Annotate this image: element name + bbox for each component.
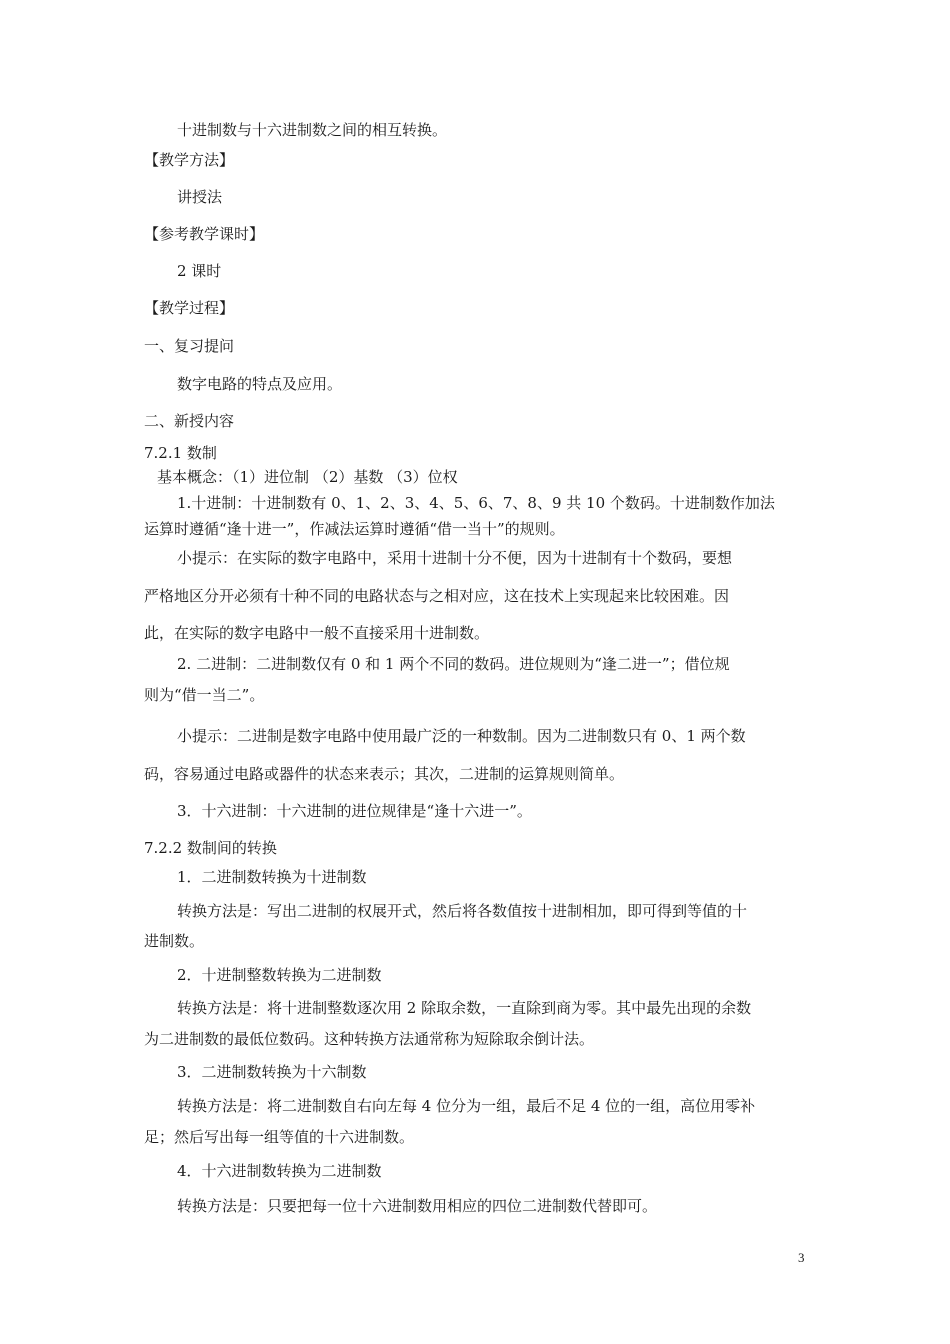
text-line: 1.十进制：十进制数有 0、1、2、3、4、5、6、7、8、9 共 10 个数码。十进制数作加法 [177,494,775,512]
subsection-heading: 二、新授内容 [144,412,235,430]
subsection-heading: 一、复习提问 [144,337,235,355]
section-heading: 【教学过程】 [144,299,235,317]
text-line: 进制数。 [144,932,205,950]
text-line: 小提示：在实际的数字电路中，采用十进制十分不便，因为十进制有十个数码，要想 [177,549,733,567]
text-line: 2 课时 [177,262,222,280]
text-line: 基本概念：（1）进位制 （2）基数 （3）位权 [157,468,458,486]
text-line: 2．十进制整数转换为二进制数 [177,966,382,984]
text-line: 为二进制数的最低位数码。这种转换方法通常称为短除取余倒计法。 [144,1030,595,1048]
text-line: 转换方法是：将十进制整数逐次用 2 除取余数，一直除到商为零。其中最先出现的余数 [177,999,752,1017]
text-line: 运算时遵循“逢十进一”，作减法运算时遵循“借一当十”的规则。 [144,520,565,538]
text-line: 讲授法 [177,188,223,206]
text-line: 3．十六进制：十六进制的进位规律是“逢十六进一”。 [177,802,532,820]
text-line: 码，容易通过电路或器件的状态来表示；其次，二进制的运算规则简单。 [144,765,625,783]
text-line: 转换方法是：将二进制数自右向左每 4 位分为一组，最后不足 4 位的一组，高位用零补 [177,1097,756,1115]
text-line: 此，在实际的数字电路中一般不直接采用十进制数。 [144,624,490,642]
text-line: 足；然后写出每一组等值的十六进制数。 [144,1128,415,1146]
page-number: 3 [798,1250,805,1265]
subsection-heading: 7.2.2 数制间的转换 [144,839,277,857]
section-heading: 【参考教学课时】 [144,225,265,243]
text-line: 严格地区分开必须有十种不同的电路状态与之相对应，这在技术上实现起来比较困难。因 [144,587,730,605]
section-heading: 【教学方法】 [144,151,235,169]
text-line: 4．十六进制数转换为二进制数 [177,1162,382,1180]
text-line: 小提示：二进制是数字电路中使用最广泛的一种数制。因为二进制数只有 0、1 两个数 [177,727,746,745]
text-line: 数字电路的特点及应用。 [177,375,343,393]
text-line: 十进制数与十六进制数之间的相互转换。 [177,121,448,139]
text-line: 2. 二进制：二进制数仅有 0 和 1 两个不同的数码。进位规则为“逢二进一”；借位规 [177,655,730,673]
text-line: 1．二进制数转换为十进制数 [177,868,367,886]
text-line: 3．二进制数转换为十六制数 [177,1063,367,1081]
text-line: 转换方法是：写出二进制的权展开式，然后将各数值按十进制相加，即可得到等值的十 [177,902,748,920]
text-line: 转换方法是：只要把每一位十六进制数用相应的四位二进制数代替即可。 [177,1197,658,1215]
text-line: 则为“借一当二”。 [144,686,265,704]
subsection-heading: 7.2.1 数制 [144,444,217,462]
